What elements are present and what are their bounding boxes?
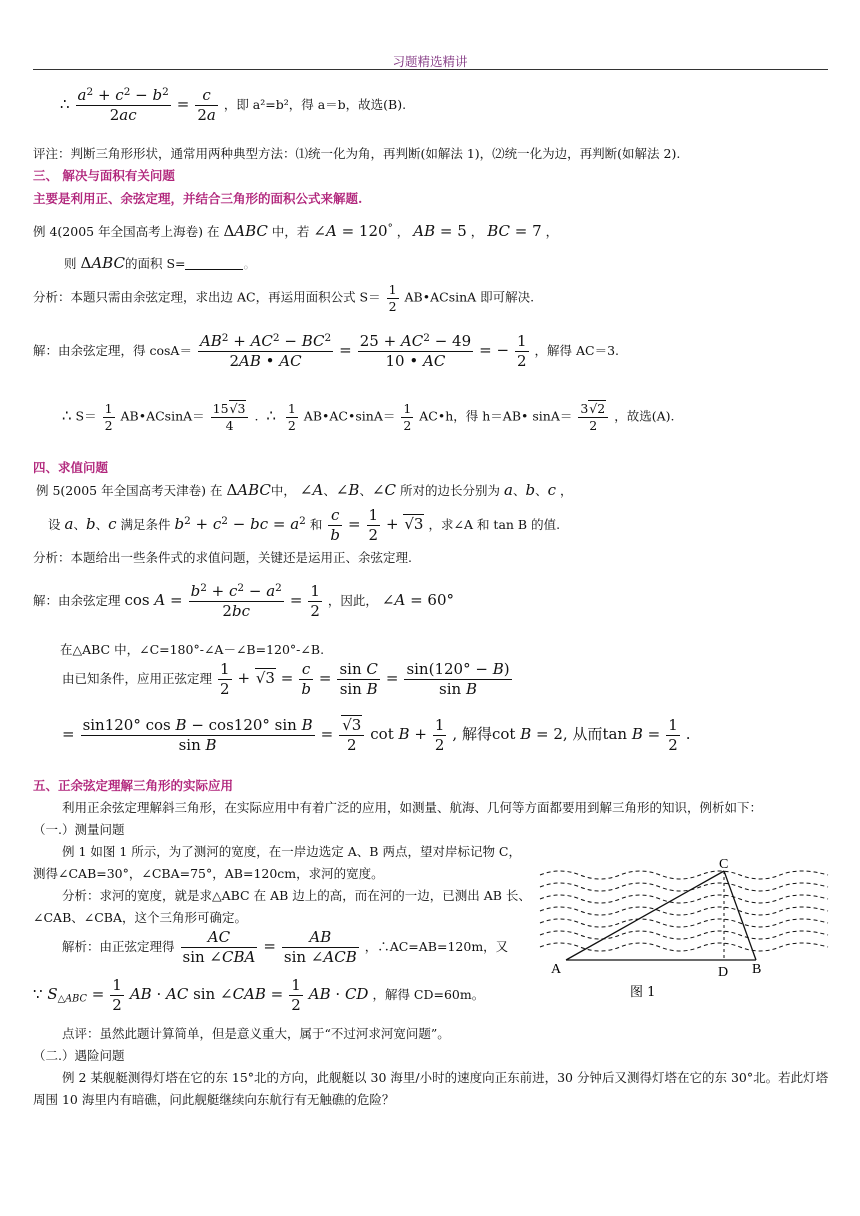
section-5-heading: 五、正余弦定理解三角形的实际应用: [33, 778, 234, 793]
section-5-intro: 利用正余弦定理解斜三角形，在实际应用中有着广泛的应用，如测量、航海、几何等方面都要用到解三角形的知识，例析如下：: [62, 800, 763, 815]
final-result-line: = $\frac{\text{sin120° cos B − cos120° sin B}}{\text{sin B}}$ = $\frac{√3}{2}$ cot B + $\frac{1}{2}$ , 解得cot B = 2, 从而tan B = $\frac{1}{2}$ .: [62, 716, 691, 754]
example-4-area-line: ∴ S＝ $\frac{1}{2}$ AB•ACsinA＝ $\frac{15√3}{4}$ . ∴ $\frac{1}{2}$ AB•AC•sinA＝ $\frac{1}{2}$ AC•h，得 h＝AB• sinA＝ $\frac{3√2}{2}$ ，故选(A).: [62, 401, 675, 433]
example-4-line: 例 4(2005 年全国高考上海卷) 在 ΔABC 中，若 ∠A = 120° ， AB = 5 ， BC = 7 ，: [33, 221, 559, 240]
river-triangle-figure: [538, 855, 830, 1005]
example-1-line-2: 测得∠CAB=30°，∠CBA=75°，AB=120cm，求河的宽度。: [33, 866, 384, 881]
sine-rule-line: 由已知条件，应用正弦定理 $\frac{1}{2}$ + √3 = $\frac{c}{b}$ = $\frac{\text{sin C}}{\text{sin B}}$ = $\frac{\sin(120^\circ - B)}{\text{sin B}}$: [62, 660, 510, 698]
example-5-analysis: 分析：本题给出一些条件式的求值问题，关键还是运用正、余弦定理.: [33, 550, 412, 565]
example-1-comment: 点评：虽然此题计算简单，但是意义重大，属于“不过河求河宽问题”。: [62, 1026, 450, 1041]
section-4-heading: 四、求值问题: [33, 460, 109, 475]
conclusion-text: ，即 a²=b²，得 a＝b，故选(B).: [223, 96, 407, 112]
example-4-question: 则 ΔABC的面积 S= 。: [64, 254, 256, 272]
example-4-analysis: 分析：本题只需由余弦定理，求出边 AC，再运用面积公式 S＝ $\frac{1}{2}$ AB•ACsinA 即可解决.: [33, 282, 535, 314]
answer-blank: [185, 257, 243, 270]
figure-caption: 图 1: [630, 985, 656, 1000]
example-1-analysis-1: 分析：求河的宽度，就是求△ABC 在 AB 边上的高，而在河的一边，已测出 AB 长、: [62, 888, 531, 903]
example-2-line-1: 例 2 某舰艇测得灯塔在它的东 15°北的方向，此舰艇以 30 海里/小时的速度向正东前进，30 分钟后又测得灯塔在它的东 30°北。若此灯塔: [62, 1070, 829, 1085]
subsection-2-title: （二.）遇险问题: [33, 1048, 125, 1063]
vertex-label-a: A: [551, 962, 562, 977]
vertex-label-d: D: [718, 965, 729, 980]
example-1-solution-2: ∵ $S_{\triangle ABC}$ = $\frac{1}{2}$ AB · AC sin ∠CAB = $\frac{1}{2}$ AB · CD ，解得 CD=60m。: [33, 976, 485, 1014]
example-1-line-1: 例 1 如图 1 所示，为了测河的宽度，在一岸边选定 A、B 两点，望对岸标记物 C，: [62, 844, 521, 859]
header-rule: [33, 69, 828, 70]
example-5-condition: 设 a、b、c 满足条件 $b^2 + c^2$ − bc = $a^2$ 和 $\frac{c}{b}$ = $\frac{1}{2}$ + √3 ，求∠A 和 tan B 的值.: [48, 506, 561, 544]
frac-cos-b: $\frac{a^2 + c^2 - b^2}{2ac}$: [77, 85, 169, 124]
example-4-prefix: 例 4(2005 年全国高考上海卷) 在: [33, 224, 220, 239]
page-header-title: 习题精选精讲: [392, 54, 468, 69]
example-1-solution-1: 解析：由正弦定理得 $\frac{AC}{\text{sin ∠CBA}}$ = $\frac{AB}{\text{sin ∠ACB}}$ ，∴AC=AB=120m，又: [62, 928, 509, 966]
vertex-label-c: C: [719, 857, 729, 872]
conclusion-line: ∴ $\frac{a^2 + c^2 - b^2}{2ac}$ = $\frac{c}{2a}$ ，即 a²=b²，得 a＝b，故选(B).: [60, 85, 407, 124]
comment-text: 评注：判断三角形形状，通常用两种典型方法：⑴统一化为角，再判断(如解法 1)，⑵统一化为边，再判断(如解法 2).: [33, 146, 681, 161]
subsection-1-title: （一.）测量问题: [33, 822, 125, 837]
vertex-label-b: B: [752, 962, 762, 977]
section-3-heading: 三、 解决与面积有关问题: [33, 168, 175, 183]
angle-relation-line: 在△ABC 中，∠C=180°-∠A－∠B=120°-∠B.: [60, 642, 325, 657]
river-wave-lines: [540, 871, 828, 951]
example-5-line: 例 5(2005 年全国高考天津卷) 在 ΔABC中， ∠A、∠B、∠C 所对的边长分别为 a、b、c ，: [36, 481, 573, 499]
section-3-subheading: 主要是利用正、余弦定理，并结合三角形的面积公式来解题.: [33, 191, 363, 206]
example-5-solution: 解：由余弦定理 cos A = $\frac{b^2 + c^2 - a^2}{2bc}$ = $\frac{1}{2}$ ，因此， ∠A = 60°: [33, 581, 455, 620]
example-2-line-2: 周围 10 海里内有暗礁，问此舰艇继续向东航行有无触礁的危险？: [33, 1092, 395, 1107]
example-4-solution: 解：由余弦定理，得 cosA＝ $\frac{AB^2 + AC^2 - BC^2}{2AB • AC}$ = $\frac{25 + AC^2 - 49}{10 • AC}$ = − $\frac{1}{2}$ ，解得 AC＝3.: [33, 331, 620, 370]
example-1-analysis-2: ∠CAB、∠CBA，这个三角形可确定。: [33, 910, 248, 925]
